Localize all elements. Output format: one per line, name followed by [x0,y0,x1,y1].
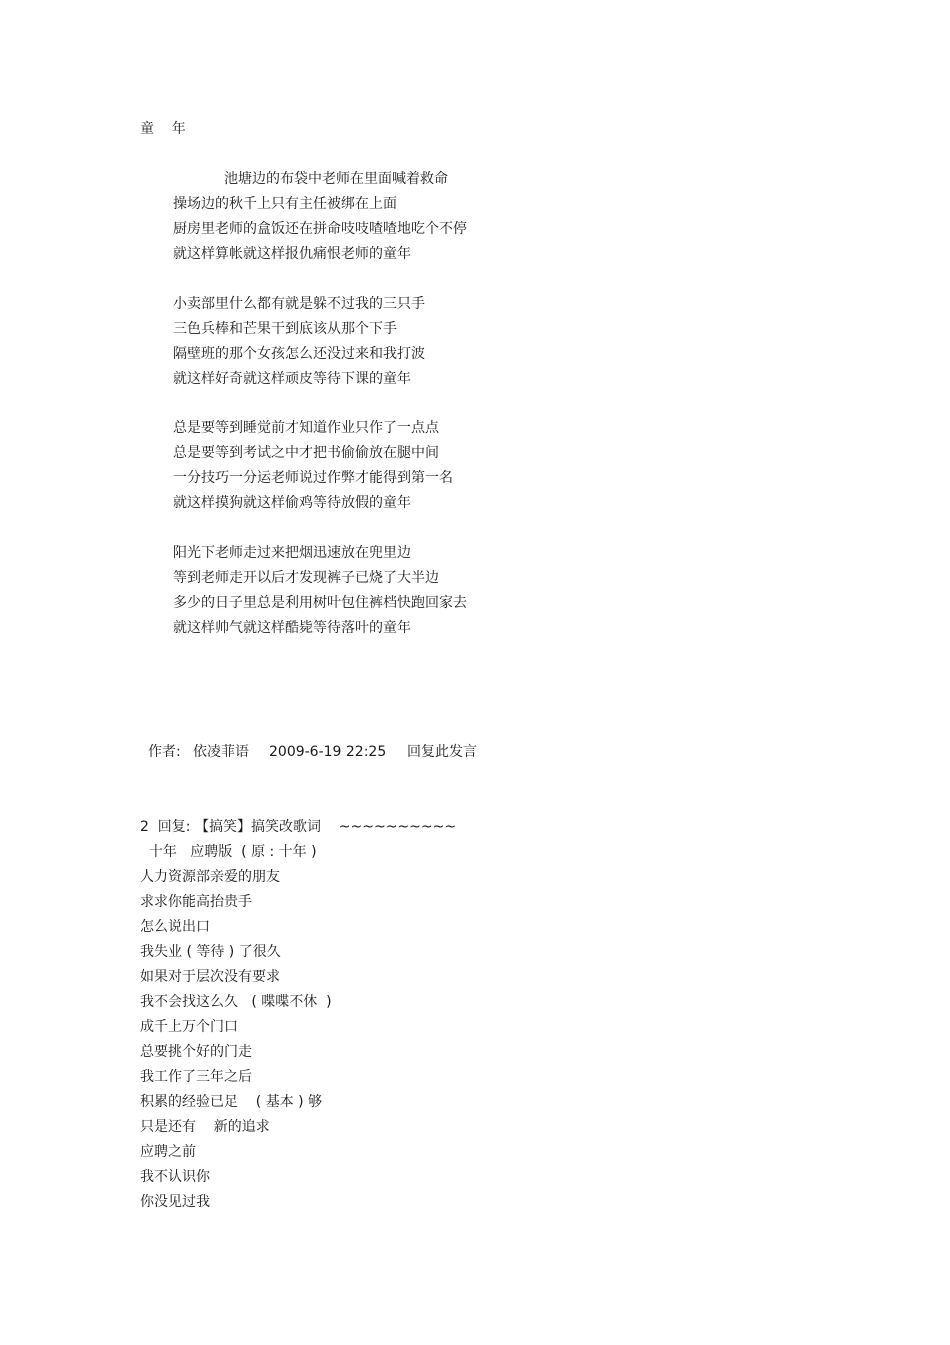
poem-title: 童 年 [140,121,186,137]
reply-header: 2 回复: 【搞笑】搞笑改歌词 ~~~~~~~~~~ [140,819,457,835]
author-label: 作者: [148,744,181,760]
lyric-line: 成千上万个门口 [140,1019,238,1035]
poem-line: 阳光下老师走过来把烟迅速放在兜里边 [173,545,411,561]
author-name: 依凌菲语 [193,744,249,760]
reply-link[interactable]: 回复此发言 [407,744,477,760]
lyric-line: 总要挑个好的门走 [140,1044,252,1060]
poem-line: 就这样摸狗就这样偷鸡等待放假的童年 [173,495,411,511]
lyric-line: 人力资源部亲爱的朋友 [140,869,280,885]
poem-line: 就这样算帐就这样报仇痛恨老师的童年 [173,246,411,262]
poem-line: 总是要等到考试之中才把书偷偷放在腿中间 [173,445,439,461]
lyric-line: 你没见过我 [140,1194,210,1210]
lyric-line: 只是还有 新的追求 [140,1119,270,1135]
poem-line: 多少的日子里总是利用树叶包住裤档快跑回家去 [173,595,467,611]
lyric-line: 如果对于层次没有要求 [140,969,280,985]
lyric-line: 我不会找这么久 ( 喋喋不休 ) [140,994,332,1010]
poem-line: 就这样好奇就这样顽皮等待下课的童年 [173,371,411,387]
lyric-line: 求求你能高抬贵手 [140,894,252,910]
lyric-line: 应聘之前 [140,1144,196,1160]
lyric-line: 怎么说出口 [140,919,210,935]
lyric-line: 积累的经验已足 ( 基本 ) 够 [140,1094,323,1110]
poem-line: 一分技巧一分运老师说过作弊才能得到第一名 [173,470,453,486]
poem-line: 小卖部里什么都有就是躲不过我的三只手 [173,296,425,312]
poem-line: 隔壁班的那个女孩怎么还没过来和我打波 [173,346,425,362]
post-datetime: 2009-6-19 22:25 [269,744,387,760]
reply-subtitle: 十年 应聘版 ( 原 : 十年 ) [140,844,317,860]
poem-line: 操场边的秋千上只有主任被绑在上面 [173,196,397,212]
lyric-line: 我不认识你 [140,1169,210,1185]
poem-line: 等到老师走开以后才发现裤子已烧了大半边 [173,570,439,586]
poem-line: 总是要等到睡觉前才知道作业只作了一点点 [173,420,439,436]
lyric-line: 我工作了三年之后 [140,1069,252,1085]
poem-line: 池塘边的布袋中老师在里面喊着救命 [224,171,448,187]
lyric-line: 我失业 ( 等待 ) 了很久 [140,944,281,960]
poem-line: 三色兵棒和芒果干到底该从那个下手 [173,321,397,337]
poem-line: 厨房里老师的盒饭还在拼命吱吱喳喳地吃个不停 [173,221,467,237]
poem-line: 就这样帅气就这样酷毙等待落叶的童年 [173,620,411,636]
